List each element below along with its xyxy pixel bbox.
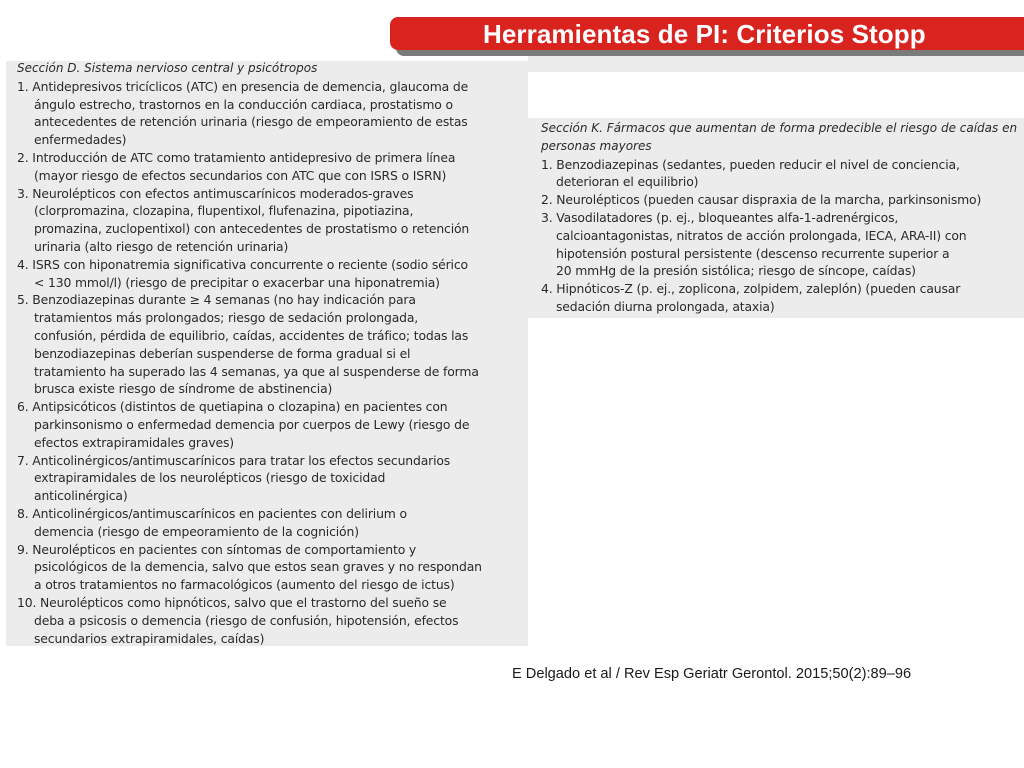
section-d-list — [17, 78, 528, 648]
list-item — [17, 149, 528, 185]
list-item-line: 5. Benzodiazepinas durante ≥ 4 semanas (no hay indicación para — [17, 292, 416, 308]
list-item-line: a otros tratamientos no farmacológicos (aumento del riesgo de ictus) — [34, 577, 455, 593]
section-d-title: Sección D. Sistema nervioso central y psicótropos — [17, 61, 318, 75]
list-item-line: (mayor riesgo de efectos secundarios con ATC que con ISRS o ISRN) — [34, 167, 447, 183]
list-item-line: extrapiramidales de los neurolépticos (riesgo de toxicidad — [34, 470, 386, 486]
list-item-line: demencia (riesgo de empeoramiento de la cognición) — [34, 523, 359, 539]
list-item-line: 4. ISRS con hiponatremia significativa concurrente o reciente (sodio sérico — [17, 256, 468, 272]
list-item — [17, 594, 528, 647]
list-item-line: 2. Neurolépticos (pueden causar dispraxia de la marcha, parkinsonismo) — [541, 192, 982, 208]
list-item-line: deterioran el equilibrio) — [556, 174, 699, 190]
list-item — [17, 541, 528, 594]
list-item-line: psicológicos de la demencia, salvo que estos sean graves y no respondan — [34, 559, 482, 575]
list-item-line: 7. Anticolinérgicos/antimuscarínicos para tratar los efectos secundarios — [17, 452, 451, 468]
list-item — [17, 505, 528, 541]
list-item-line: 6. Antipsicóticos (distintos de quetiapina o clozapina) en pacientes con — [17, 399, 448, 415]
list-item-line: tratamiento ha superado las 4 semanas, ya que al suspenderse de forma — [34, 363, 479, 379]
list-item-line: 4. Hipnóticos-Z (p. ej., zoplicona, zolpidem, zaleplón) (pueden causar — [541, 281, 961, 297]
list-item-line: 10. Neurolépticos como hipnóticos, salvo que el trastorno del sueño se — [17, 594, 447, 610]
list-item — [17, 452, 528, 505]
list-item-line: ángulo estrecho, trastornos en la conducción cardiaca, prostatismo o — [34, 96, 453, 112]
list-item — [17, 398, 528, 451]
list-item-line: sedación diurna prolongada, ataxia) — [556, 298, 775, 314]
list-item — [17, 78, 528, 149]
list-item-line: antecedentes de retención urinaria (riesgo de empeoramiento de estas — [34, 114, 468, 130]
list-item-line: 9. Neurolépticos en pacientes con síntomas de comportamiento y — [17, 541, 417, 557]
list-item-line: secundarios extrapiramidales, caídas) — [34, 630, 265, 646]
section-d-box — [6, 61, 528, 646]
list-item — [541, 191, 1024, 209]
list-item-line: 1. Antidepresivos tricíclicos (ATC) en presencia de demencia, glaucoma de — [17, 78, 469, 94]
list-item-line: hipotensión postural persistente (descenso recurrente superior a — [556, 245, 950, 261]
page-title: Herramientas de PI: Criterios Stopp — [483, 19, 926, 49]
list-item-line: brusca existe riesgo de síndrome de abstinencia) — [34, 381, 333, 397]
list-item — [541, 156, 1024, 192]
list-item-line: 3. Neurolépticos con efectos antimuscarínicos moderados-graves — [17, 185, 414, 201]
list-item-line: 8. Anticolinérgicos/antimuscarínicos en pacientes con delirium o — [17, 505, 407, 521]
list-item-line: 2. Introducción de ATC como tratamiento antidepresivo de primera línea — [17, 149, 456, 165]
list-item-line: anticolinérgica) — [34, 488, 128, 504]
list-item-line: deba a psicosis o demencia (riesgo de confusión, hipotensión, efectos — [34, 612, 459, 628]
section-k-title — [541, 120, 1024, 156]
section-k-title-line: personas mayores — [541, 138, 652, 153]
list-item-line: promazina, zuclopentixol) con antecedentes de prostatismo o retención — [34, 221, 470, 237]
section-k-list — [541, 156, 1024, 316]
list-item-line: urinaria (alto riesgo de retención urinaria) — [34, 238, 289, 254]
list-item-line: 3. Vasodilatadores (p. ej., bloqueantes alfa-1-adrenérgicos, — [541, 209, 899, 225]
list-item-line: tratamientos más prolongados; riesgo de sedación prolongada, — [34, 310, 419, 326]
list-item — [541, 280, 1024, 316]
list-item-line: 20 mmHg de la presión sistólica; riesgo de síncope, caídas) — [556, 263, 916, 279]
list-item-line: < 130 mmol/l) (riesgo de precipitar o exacerbar una hiponatremia) — [34, 274, 440, 290]
list-item-line: benzodiazepinas deberían suspenderse de forma gradual si el — [34, 345, 411, 361]
list-item-line: parkinsonismo o enfermedad demencia por cuerpos de Lewy (riesgo de — [34, 416, 470, 432]
list-item — [17, 256, 528, 292]
list-item — [17, 291, 528, 398]
list-item-line: 1. Benzodiazepinas (sedantes, pueden reducir el nivel de conciencia, — [541, 156, 960, 172]
section-k-title-line: Sección K. Fármacos que aumentan de forma predecible el riesgo de caídas en — [541, 121, 1018, 135]
title-underline-strip — [528, 56, 1024, 72]
section-k-box — [516, 118, 1024, 318]
list-item — [541, 209, 1024, 280]
list-item-line: efectos extrapiramidales graves) — [34, 434, 234, 450]
list-item-line: calcioantagonistas, nitratos de acción prolongada, IECA, ARA-II) con — [556, 227, 967, 243]
list-item-line: enfermedades) — [34, 132, 127, 148]
list-item-line: confusión, pérdida de equilibrio, caídas, accidentes de tráfico; todas las — [34, 327, 469, 343]
citation: E Delgado et al / Rev Esp Geriatr Gerontol. 2015;50(2):89–96 — [512, 666, 912, 682]
list-item-line: (clorpromazina, clozapina, flupentixol, flufenazina, pipotiazina, — [34, 203, 414, 219]
list-item — [17, 185, 528, 256]
